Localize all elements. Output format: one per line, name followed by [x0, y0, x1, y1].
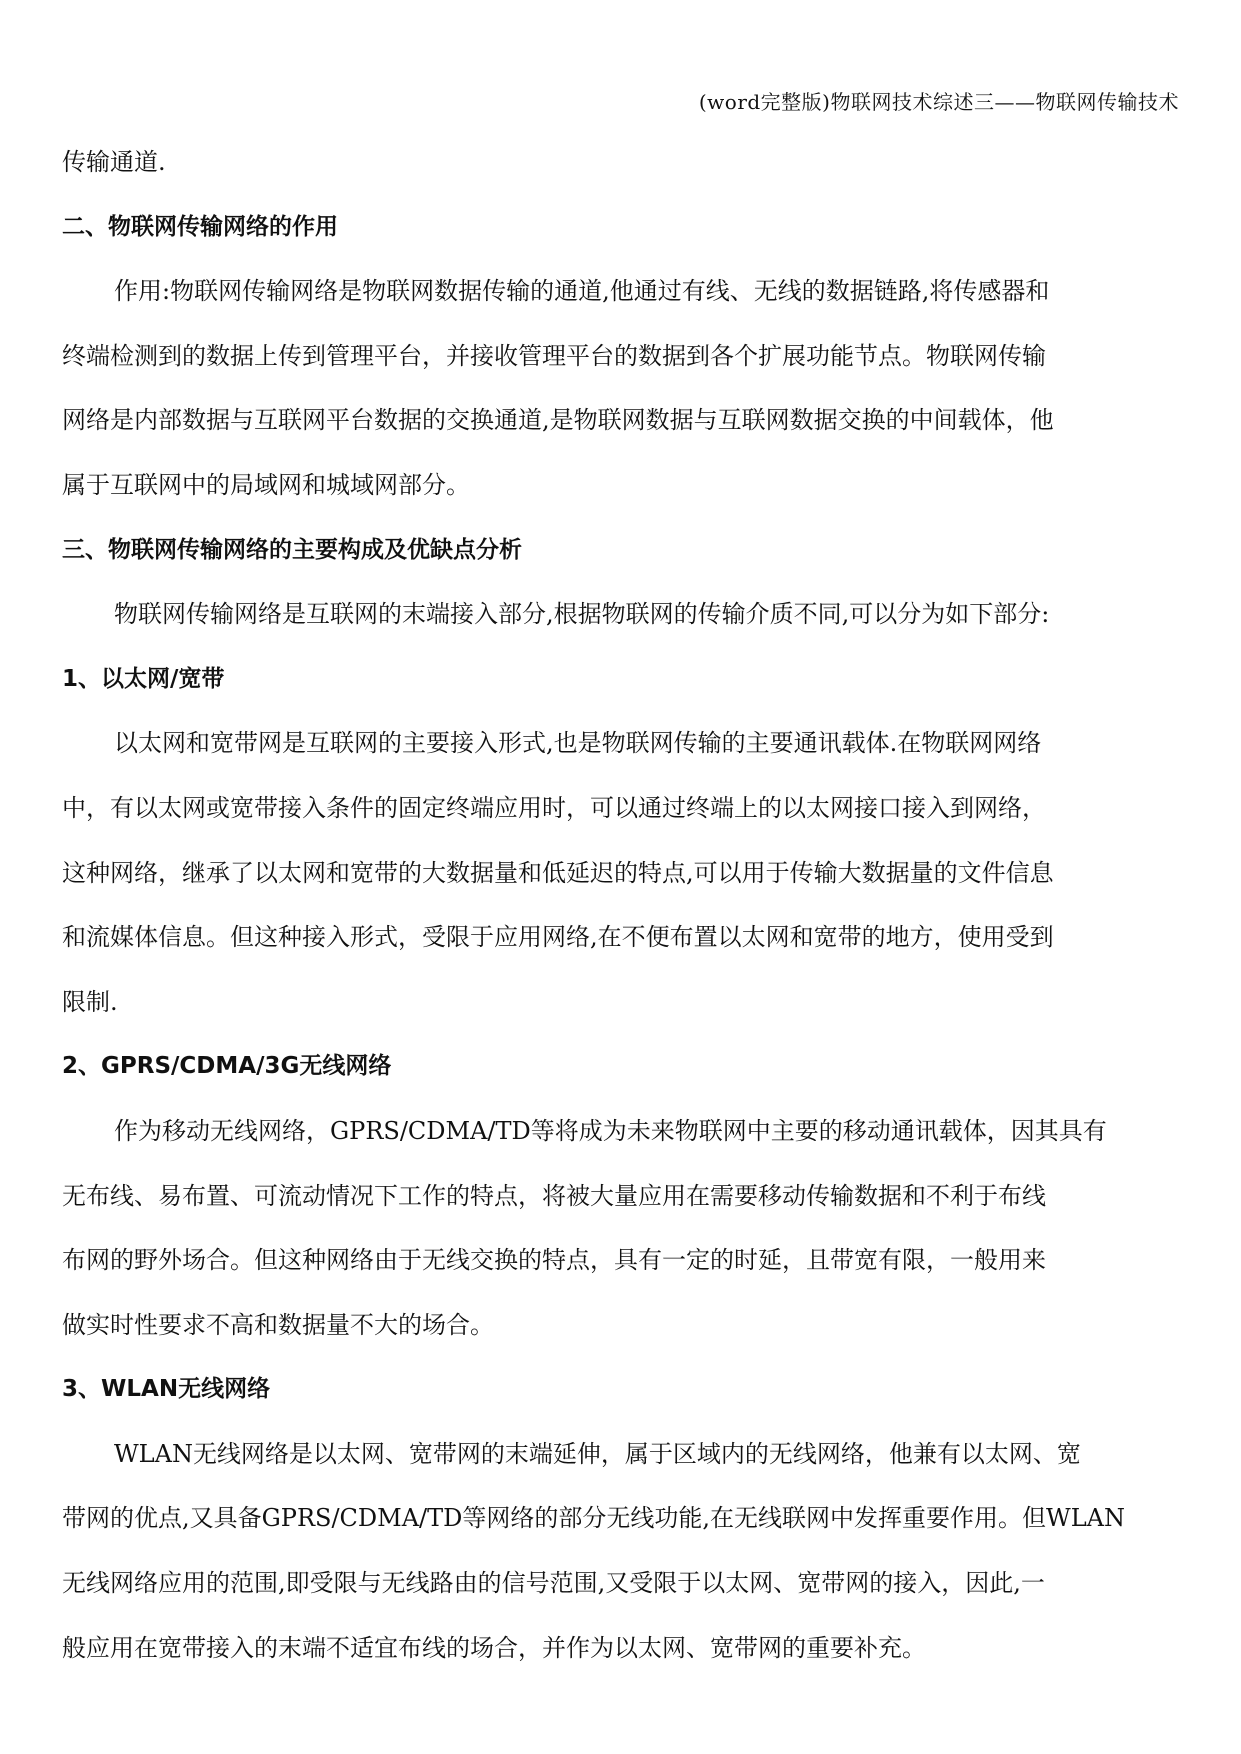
body-line: 传输通道. — [62, 148, 166, 176]
subsection-heading: 2、GPRS/CDMA/3G无线网络 — [62, 1053, 392, 1080]
section-heading: 三、物联网传输网络的主要构成及优缺点分析 — [62, 536, 522, 563]
subsection-heading: 3、WLAN无线网络 — [62, 1376, 271, 1403]
body-line: 物联网传输网络是互联网的末端接入部分,根据物联网的传输介质不同,可以分为如下部分: — [114, 600, 1050, 629]
body-line: 网络是内部数据与互联网平台数据的交换通道,是物联网数据与互联网数据交换的中间载体，他 — [62, 406, 1054, 435]
body-line: 作为移动无线网络，GPRS/CDMA/TD等将成为未来物联网中主要的移动通讯载体，因其具有 — [114, 1116, 1107, 1145]
body-line: 和流媒体信息。但这种接入形式，受限于应用网络,在不便布置以太网和宽带的地方，使用受到 — [62, 923, 1054, 952]
body-line: 无线网络应用的范围,即受限与无线路由的信号范围,又受限于以太网、宽带网的接入，因此,一 — [62, 1569, 1045, 1598]
body-line: 限制. — [62, 987, 118, 1016]
body-line: 中，有以太网或宽带接入条件的固定终端应用时，可以通过终端上的以太网接口接入到网络， — [62, 793, 1046, 822]
body-line: 这种网络，继承了以太网和宽带的大数据量和低延迟的特点,可以用于传输大数据量的文件信息 — [62, 858, 1054, 887]
body-line: WLAN无线网络是以太网、宽带网的末端延伸，属于区域内的无线网络，他兼有以太网、宽 — [114, 1439, 1081, 1468]
document-body — [62, 130, 1182, 1680]
body-line: 无布线、易布置、可流动情况下工作的特点，将被大量应用在需要移动传输数据和不利于布线 — [62, 1181, 1046, 1210]
body-line: 以太网和宽带网是互联网的主要接入形式,也是物联网传输的主要通讯载体.在物联网网络 — [114, 729, 1042, 758]
body-line: 作用:物联网传输网络是物联网数据传输的通道,他通过有线、无线的数据链路,将传感器和 — [114, 277, 1050, 306]
body-line: 终端检测到的数据上传到管理平台，并接收管理平台的数据到各个扩展功能节点。物联网传输 — [62, 341, 1046, 370]
subsection-heading: 1、以太网/宽带 — [62, 665, 225, 692]
body-line: 属于互联网中的局域网和城域网部分。 — [62, 470, 470, 499]
body-line: 布网的野外场合。但这种网络由于无线交换的特点，具有一定的时延，且带宽有限，一般用来 — [62, 1246, 1046, 1275]
section-heading: 二、物联网传输网络的作用 — [62, 213, 338, 240]
body-line: 带网的优点,又具备GPRS/CDMA/TD等网络的部分无线功能,在无线联网中发挥重要作用。但WLAN — [62, 1504, 1125, 1533]
body-line: 般应用在宽带接入的末端不适宜布线的场合，并作为以太网、宽带网的重要补充。 — [62, 1633, 926, 1662]
running-header: (word完整版)物联网技术综述三——物联网传输技术 — [698, 90, 1179, 114]
body-line: 做实时性要求不高和数据量不大的场合。 — [62, 1310, 494, 1339]
